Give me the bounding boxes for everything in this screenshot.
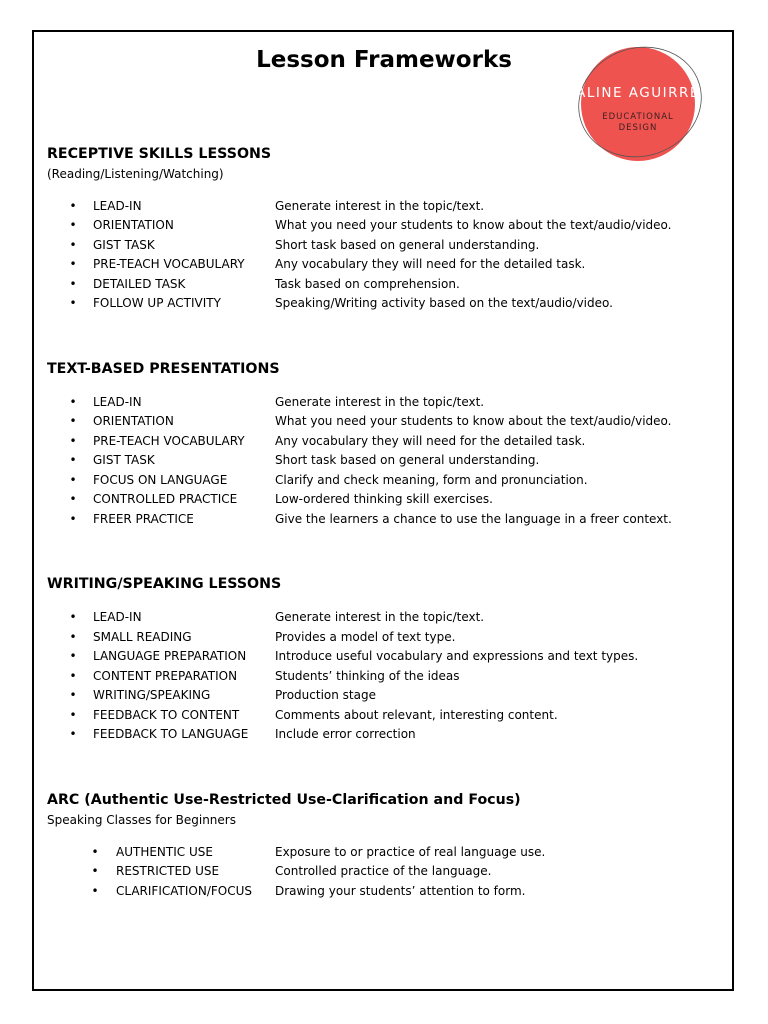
section-subtitle-receptive: (Reading/Listening/Watching) bbox=[47, 167, 224, 181]
list-item-description: Speaking/Writing activity based on the text/audio/video. bbox=[275, 296, 613, 310]
section-subtitle-arc: Speaking Classes for Beginners bbox=[47, 813, 236, 827]
list-item-description: Controlled practice of the language. bbox=[275, 864, 492, 878]
bullet-icon: • bbox=[69, 277, 77, 291]
list-item-description: Short task based on general understanding. bbox=[275, 238, 540, 252]
bullet-icon: • bbox=[69, 218, 77, 232]
logo-subtitle bbox=[568, 112, 708, 134]
list-item-description: Exposure to or practice of real language use. bbox=[275, 845, 546, 859]
bullet-icon: • bbox=[69, 708, 77, 722]
list-item bbox=[0, 490, 768, 509]
list-item-description: Clarify and check meaning, form and pronunciation. bbox=[275, 473, 588, 487]
section-heading-writing-speaking: WRITING/SPEAKING LESSONS bbox=[47, 576, 282, 592]
list-item-description: Task based on comprehension. bbox=[275, 277, 460, 291]
list-item bbox=[0, 432, 768, 451]
bullet-icon: • bbox=[69, 395, 77, 409]
list-item bbox=[0, 236, 768, 255]
list-item-term: SMALL READING bbox=[93, 630, 192, 644]
bullet-icon: • bbox=[69, 512, 77, 526]
list-item-term: RESTRICTED USE bbox=[116, 864, 220, 878]
list-item-description: Short task based on general understanding. bbox=[275, 453, 540, 467]
bullet-icon: • bbox=[69, 669, 77, 683]
list-item bbox=[0, 451, 768, 470]
list-item bbox=[0, 275, 768, 294]
list-item-description: Production stage bbox=[275, 688, 376, 702]
list-item-description: Drawing your students’ attention to form. bbox=[275, 884, 526, 898]
list-item-term: ORIENTATION bbox=[93, 218, 174, 232]
list-item-description: What you need your students to know about the text/audio/video. bbox=[275, 414, 672, 428]
list-item-description: Generate interest in the topic/text. bbox=[275, 199, 485, 213]
list-item-term: DETAILED TASK bbox=[93, 277, 186, 291]
list-item bbox=[0, 628, 768, 647]
list-item bbox=[0, 725, 768, 744]
list-item bbox=[0, 471, 768, 490]
bullet-icon: • bbox=[69, 199, 77, 213]
bullet-icon: • bbox=[69, 649, 77, 663]
bullet-icon: • bbox=[69, 492, 77, 506]
page-title: Lesson Frameworks bbox=[256, 47, 512, 73]
bullet-icon: • bbox=[69, 414, 77, 428]
list-item bbox=[0, 667, 768, 686]
list-item bbox=[0, 255, 768, 274]
list-item-term: FOCUS ON LANGUAGE bbox=[93, 473, 228, 487]
list-item bbox=[0, 706, 768, 725]
list-item-description: Include error correction bbox=[275, 727, 416, 741]
list-item bbox=[0, 862, 768, 881]
list-item-term: FOLLOW UP ACTIVITY bbox=[93, 296, 221, 310]
logo-circle-icon bbox=[568, 40, 708, 166]
bullet-icon: • bbox=[69, 688, 77, 702]
list-item-term: FEEDBACK TO CONTENT bbox=[93, 708, 240, 722]
bullet-icon: • bbox=[69, 257, 77, 271]
list-item-term: AUTHENTIC USE bbox=[116, 845, 213, 859]
list-item bbox=[0, 216, 768, 235]
list-item-term: LEAD-IN bbox=[93, 199, 142, 213]
list-item-description: Introduce useful vocabulary and expressions and text types. bbox=[275, 649, 639, 663]
bullet-icon: • bbox=[69, 296, 77, 310]
list-item bbox=[0, 294, 768, 313]
list-item bbox=[0, 647, 768, 666]
bullet-icon: • bbox=[69, 610, 77, 624]
list-item bbox=[0, 197, 768, 216]
list-item-term: LEAD-IN bbox=[93, 610, 142, 624]
logo-subtitle-line1: EDUCATIONAL bbox=[602, 112, 674, 122]
brand-logo bbox=[568, 40, 708, 166]
bullet-icon: • bbox=[69, 238, 77, 252]
list-item-term: GIST TASK bbox=[93, 238, 155, 252]
list-item-description: What you need your students to know about the text/audio/video. bbox=[275, 218, 672, 232]
list-item bbox=[0, 510, 768, 529]
bullet-icon: • bbox=[91, 845, 99, 859]
list-item-term: CLARIFICATION/FOCUS bbox=[116, 884, 252, 898]
list-item-description: Low-ordered thinking skill exercises. bbox=[275, 492, 493, 506]
logo-subtitle-line2: DESIGN bbox=[618, 123, 658, 133]
list-item bbox=[0, 393, 768, 412]
list-item-term: GIST TASK bbox=[93, 453, 155, 467]
logo-name: ALINE AGUIRRE bbox=[576, 85, 700, 101]
list-item-term: ORIENTATION bbox=[93, 414, 174, 428]
list-item-description: Any vocabulary they will need for the detailed task. bbox=[275, 257, 586, 271]
list-item-term: LEAD-IN bbox=[93, 395, 142, 409]
list-item-term: CONTROLLED PRACTICE bbox=[93, 492, 238, 506]
list-item-description: Generate interest in the topic/text. bbox=[275, 610, 485, 624]
list-item-description: Any vocabulary they will need for the detailed task. bbox=[275, 434, 586, 448]
list-item-term: FEEDBACK TO LANGUAGE bbox=[93, 727, 249, 741]
list-item-description: Comments about relevant, interesting content. bbox=[275, 708, 558, 722]
bullet-icon: • bbox=[69, 453, 77, 467]
bullet-icon: • bbox=[69, 727, 77, 741]
list-item bbox=[0, 608, 768, 627]
list-item-term: PRE-TEACH VOCABULARY bbox=[93, 257, 245, 271]
bullet-icon: • bbox=[69, 434, 77, 448]
section-heading-text-based: TEXT-BASED PRESENTATIONS bbox=[47, 361, 280, 377]
list-item-description: Give the learners a chance to use the language in a freer context. bbox=[275, 512, 672, 526]
list-item bbox=[0, 843, 768, 862]
list-item bbox=[0, 686, 768, 705]
list-item-description: Generate interest in the topic/text. bbox=[275, 395, 485, 409]
bullet-icon: • bbox=[91, 864, 99, 878]
bullet-icon: • bbox=[69, 473, 77, 487]
list-item-description: Provides a model of text type. bbox=[275, 630, 456, 644]
list-item-description: Students’ thinking of the ideas bbox=[275, 669, 460, 683]
list-item-term: WRITING/SPEAKING bbox=[93, 688, 211, 702]
section-heading-arc: ARC (Authentic Use-Restricted Use-Clarification and Focus) bbox=[47, 792, 521, 808]
list-item-term: FREER PRACTICE bbox=[93, 512, 194, 526]
list-item-term: LANGUAGE PREPARATION bbox=[93, 649, 247, 663]
bullet-icon: • bbox=[69, 630, 77, 644]
bullet-icon: • bbox=[91, 884, 99, 898]
list-item-term: PRE-TEACH VOCABULARY bbox=[93, 434, 245, 448]
list-item bbox=[0, 882, 768, 901]
section-heading-receptive: RECEPTIVE SKILLS LESSONS bbox=[47, 146, 272, 162]
list-item bbox=[0, 412, 768, 431]
list-item-term: CONTENT PREPARATION bbox=[93, 669, 238, 683]
